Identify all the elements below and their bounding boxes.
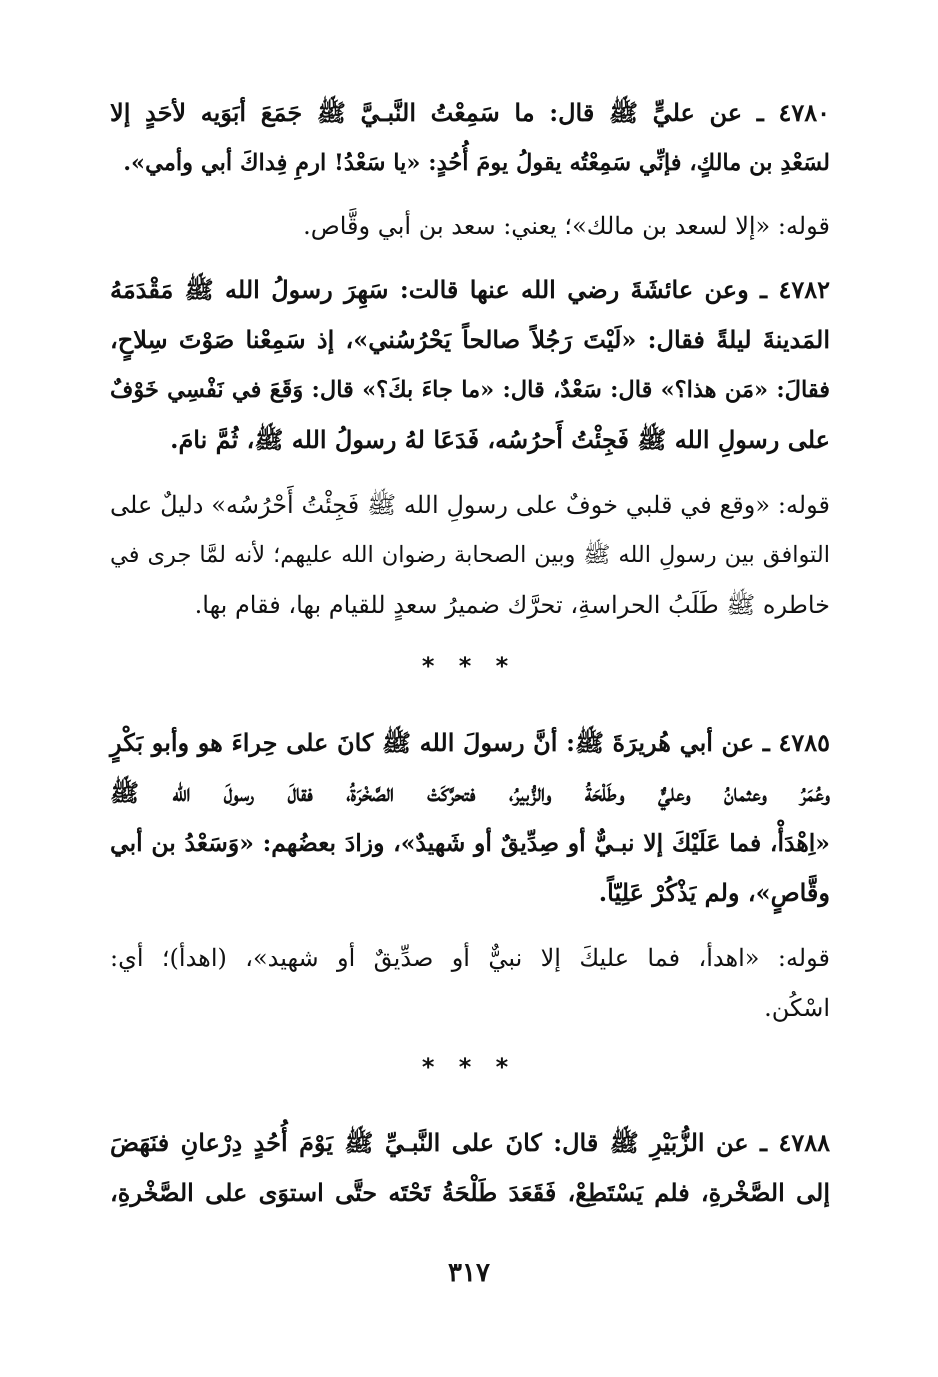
text-line: ٤٧٨٢ ـ وعن عائشَةَ رضي الله عنها قالت: سَهِرَ رسولُ الله ﷺ مَقْدَمَهُ	[110, 275, 830, 304]
text-line: لسَعْدِ بن مالكٍ، فإنِّي سَمِعْتُه يقولُ يومَ أُحُدٍ: «يا سَعْدُ! ارمِ فِداكَ أبي وأمي».	[123, 150, 830, 176]
commentary-line: اسْكُن.	[764, 994, 830, 1022]
section-separator: * * *	[421, 652, 517, 680]
commentary-line: قوله: «اهدأ، فما عليكَ إلا نبيٌّ أو صدِّيقٌ أو شهيد»، (اهدأ)؛ أي:	[110, 944, 830, 972]
text-line: وقَّاصٍ»، ولم يَذْكُرْ عَلِيّاً.	[598, 878, 830, 907]
commentary-line: قوله: «إلا لسعد بن مالك»؛ يعني: سعد بن أبي وقَّاص.	[303, 212, 830, 240]
text-line: ٤٧٨٠ ـ عن عليٍّ ﷺ قال: ما سَمِعْتُ النَّبـيَّ ﷺ جَمَعَ أبَوَيه لأحَدٍ إلا	[110, 98, 830, 127]
text-line: ٤٧٨٥ ـ عن أبي هُريرَةَ ﷺ: أنَّ رسولَ الله ﷺ كانَ على حِراءَ هو وأبو بَكْرٍ	[110, 728, 830, 757]
section-separator: * * *	[421, 1053, 517, 1081]
text-line: «اِهْدَأْ، فما عَلَيْكَ إلا نبـيٌّ أو صِدِّيقٌ أو شَهيدٌ»، وزادَ بعضُهم: «وَسَعْدُ بن أبي	[110, 829, 830, 857]
commentary-line: التوافق بين رسولِ الله ﷺ وبين الصحابة رضوان الله عليهم؛ لأنه لمَّا جرى في	[110, 542, 830, 568]
text-line: إلى الصَّخْرةِ، فلم يَسْتَطِعْ، فَقَعَدَ طَلْحَةُ تَحْتَه حتَّى استوَى على الصَّخْرةِ،	[110, 1178, 830, 1207]
text-line: على رسولِ الله ﷺ فَجِئْتُ أَحرُسُه، فَدَعَا لهُ رسولُ الله ﷺ، ثُمَّ نامَ.	[170, 425, 830, 454]
text-line: ٤٧٨٨ ـ عن الزُّبَيْرِ ﷺ قال: كانَ على النَّبـيِّ ﷺ يَوْمَ أُحُدٍ دِرْعانِ فنَهَضَ	[110, 1128, 830, 1157]
text-line: وعُمَرُ وعثمانُ وعليٌّ وطَلْحَةُ والزُّبيرُ، فتحرَّكَتْ الصَّخْرَةُ، فقالَ رسولَ الله ﷺ	[110, 778, 830, 807]
commentary-line: قوله: «وقع في قلبي خوفٌ على رسولِ الله ﷺ فَجِئْتُ أَحْرُسُه» دليلٌ على	[110, 491, 830, 519]
text-line: فقالَ: «مَن هذا؟» قال: سَعْدٌ، قال: «ما جاءَ بكَ؟» قال: وَقَعَ في نَفْسِي خَوْفٌ	[110, 377, 830, 403]
text-line: المَدينةَ ليلةً فقال: «لَيْتَ رَجُلاً صالحاً يَحْرُسُني»، إذ سَمِعْنا صَوْتَ سِلاحٍ،	[110, 325, 830, 354]
commentary-line: خاطره ﷺ طَلَبُ الحراسةِ، تحرَّك ضميرُ سعدٍ للقيام بها، فقام بها.	[194, 591, 830, 619]
page-number: ٣١٧	[448, 1258, 490, 1288]
